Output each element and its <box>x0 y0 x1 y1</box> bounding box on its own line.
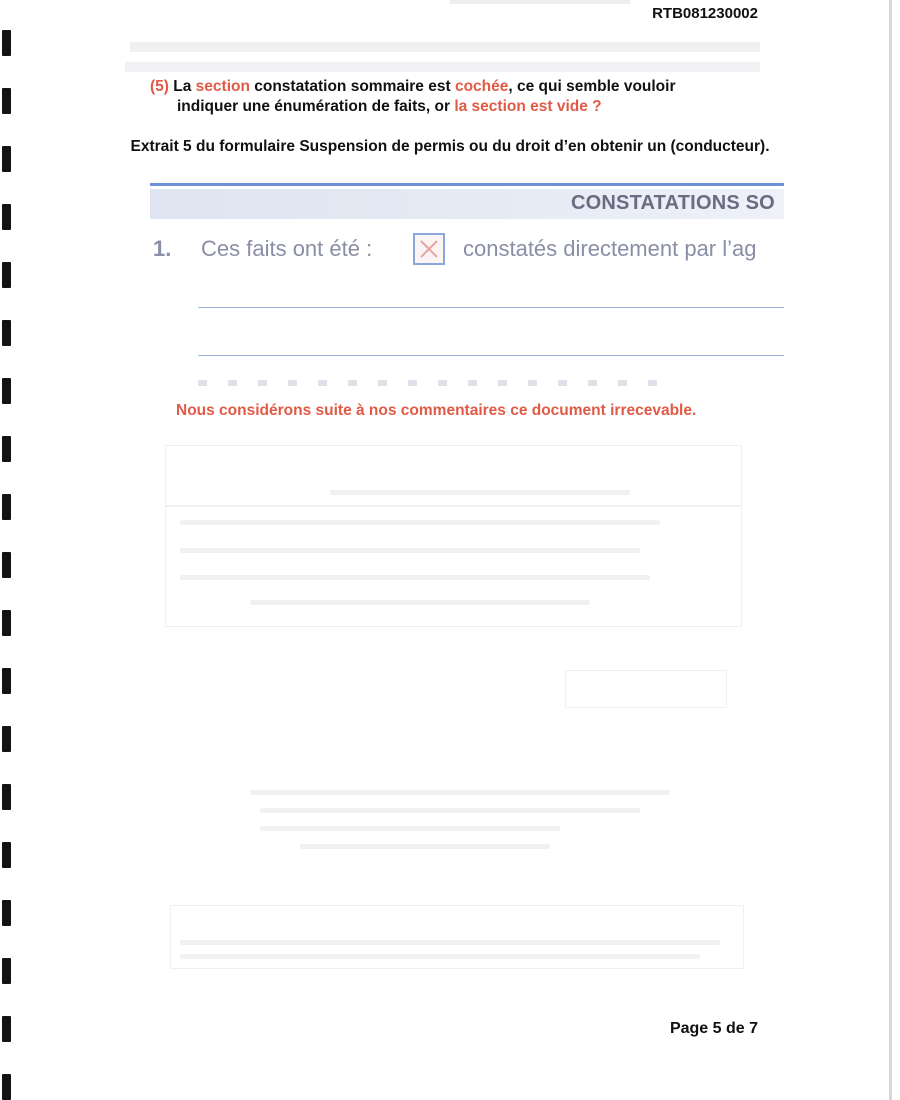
binding-hole <box>2 494 11 520</box>
page-number: Page 5 de 7 <box>669 1020 758 1037</box>
binding-hole <box>2 320 11 346</box>
binding-hole <box>2 204 11 230</box>
note-line-2 <box>150 97 770 117</box>
faint-form-text <box>198 380 678 386</box>
bleed-through-line <box>250 600 590 605</box>
binding-hole <box>2 30 11 56</box>
note-text: constatation sommaire est <box>254 78 451 95</box>
binding-hole <box>2 436 11 462</box>
binding-hole <box>2 668 11 694</box>
note-number: (5) <box>150 78 169 95</box>
form-excerpt <box>150 183 784 393</box>
bleed-through-line <box>300 844 550 849</box>
question-number: 1. <box>153 236 172 261</box>
binding-hole <box>2 784 11 810</box>
note-highlight: section <box>195 78 250 95</box>
page-edge <box>889 0 892 1100</box>
extract-caption: Extrait 5 du formulaire Suspension de permis ou du droit d’en obtenir un (conducteur). <box>130 138 770 155</box>
form-rule <box>150 183 784 186</box>
binding-hole <box>2 378 11 404</box>
binding-hole <box>2 610 11 636</box>
binding-hole <box>2 1016 11 1042</box>
note-5 <box>150 77 770 117</box>
bleed-through-line <box>250 790 670 795</box>
bleed-through-form <box>565 670 727 708</box>
note-text: , ce qui semble vouloir <box>508 78 676 95</box>
bleed-through-line <box>180 954 700 959</box>
bleed-through-text <box>125 62 760 72</box>
bleed-through-line <box>180 940 720 945</box>
binding-hole <box>2 900 11 926</box>
empty-answer-line <box>198 355 784 356</box>
spiral-binding <box>0 0 14 1100</box>
binding-hole <box>2 552 11 578</box>
note-highlight: cochée <box>454 78 509 95</box>
bleed-through-text <box>130 42 760 52</box>
option-text: constatés directement par l’ag <box>463 236 757 261</box>
bleed-through-text <box>450 0 630 4</box>
conclusion-statement: Nous considérons suite à nos commentaires ce document irrecevable. <box>176 402 697 419</box>
note-text: La <box>173 78 192 95</box>
bleed-through-line <box>180 520 660 525</box>
note-highlight: la section est vide ? <box>454 98 602 115</box>
cross-mark-icon <box>418 238 440 260</box>
note-text: indiquer une énumération de faits, or <box>177 98 451 115</box>
bleed-through-line <box>180 548 640 553</box>
bleed-through-form <box>170 905 744 969</box>
binding-hole <box>2 88 11 114</box>
empty-answer-line <box>198 307 784 308</box>
form-section-title: CONSTATATIONS SO <box>571 192 775 214</box>
bleed-through-form <box>165 445 742 507</box>
question-text: Ces faits ont été : <box>201 236 373 261</box>
binding-hole <box>2 146 11 172</box>
document-reference: RTB081230002 <box>652 5 758 22</box>
checked-checkbox <box>413 233 445 265</box>
bleed-through-line <box>260 826 560 831</box>
bleed-through-line <box>330 490 630 495</box>
bleed-through-line <box>260 808 640 813</box>
binding-hole <box>2 842 11 868</box>
binding-hole <box>2 958 11 984</box>
binding-hole <box>2 726 11 752</box>
form-section-band <box>150 189 784 219</box>
bleed-through-line <box>180 575 650 580</box>
binding-hole <box>2 262 11 288</box>
binding-hole <box>2 1074 11 1100</box>
